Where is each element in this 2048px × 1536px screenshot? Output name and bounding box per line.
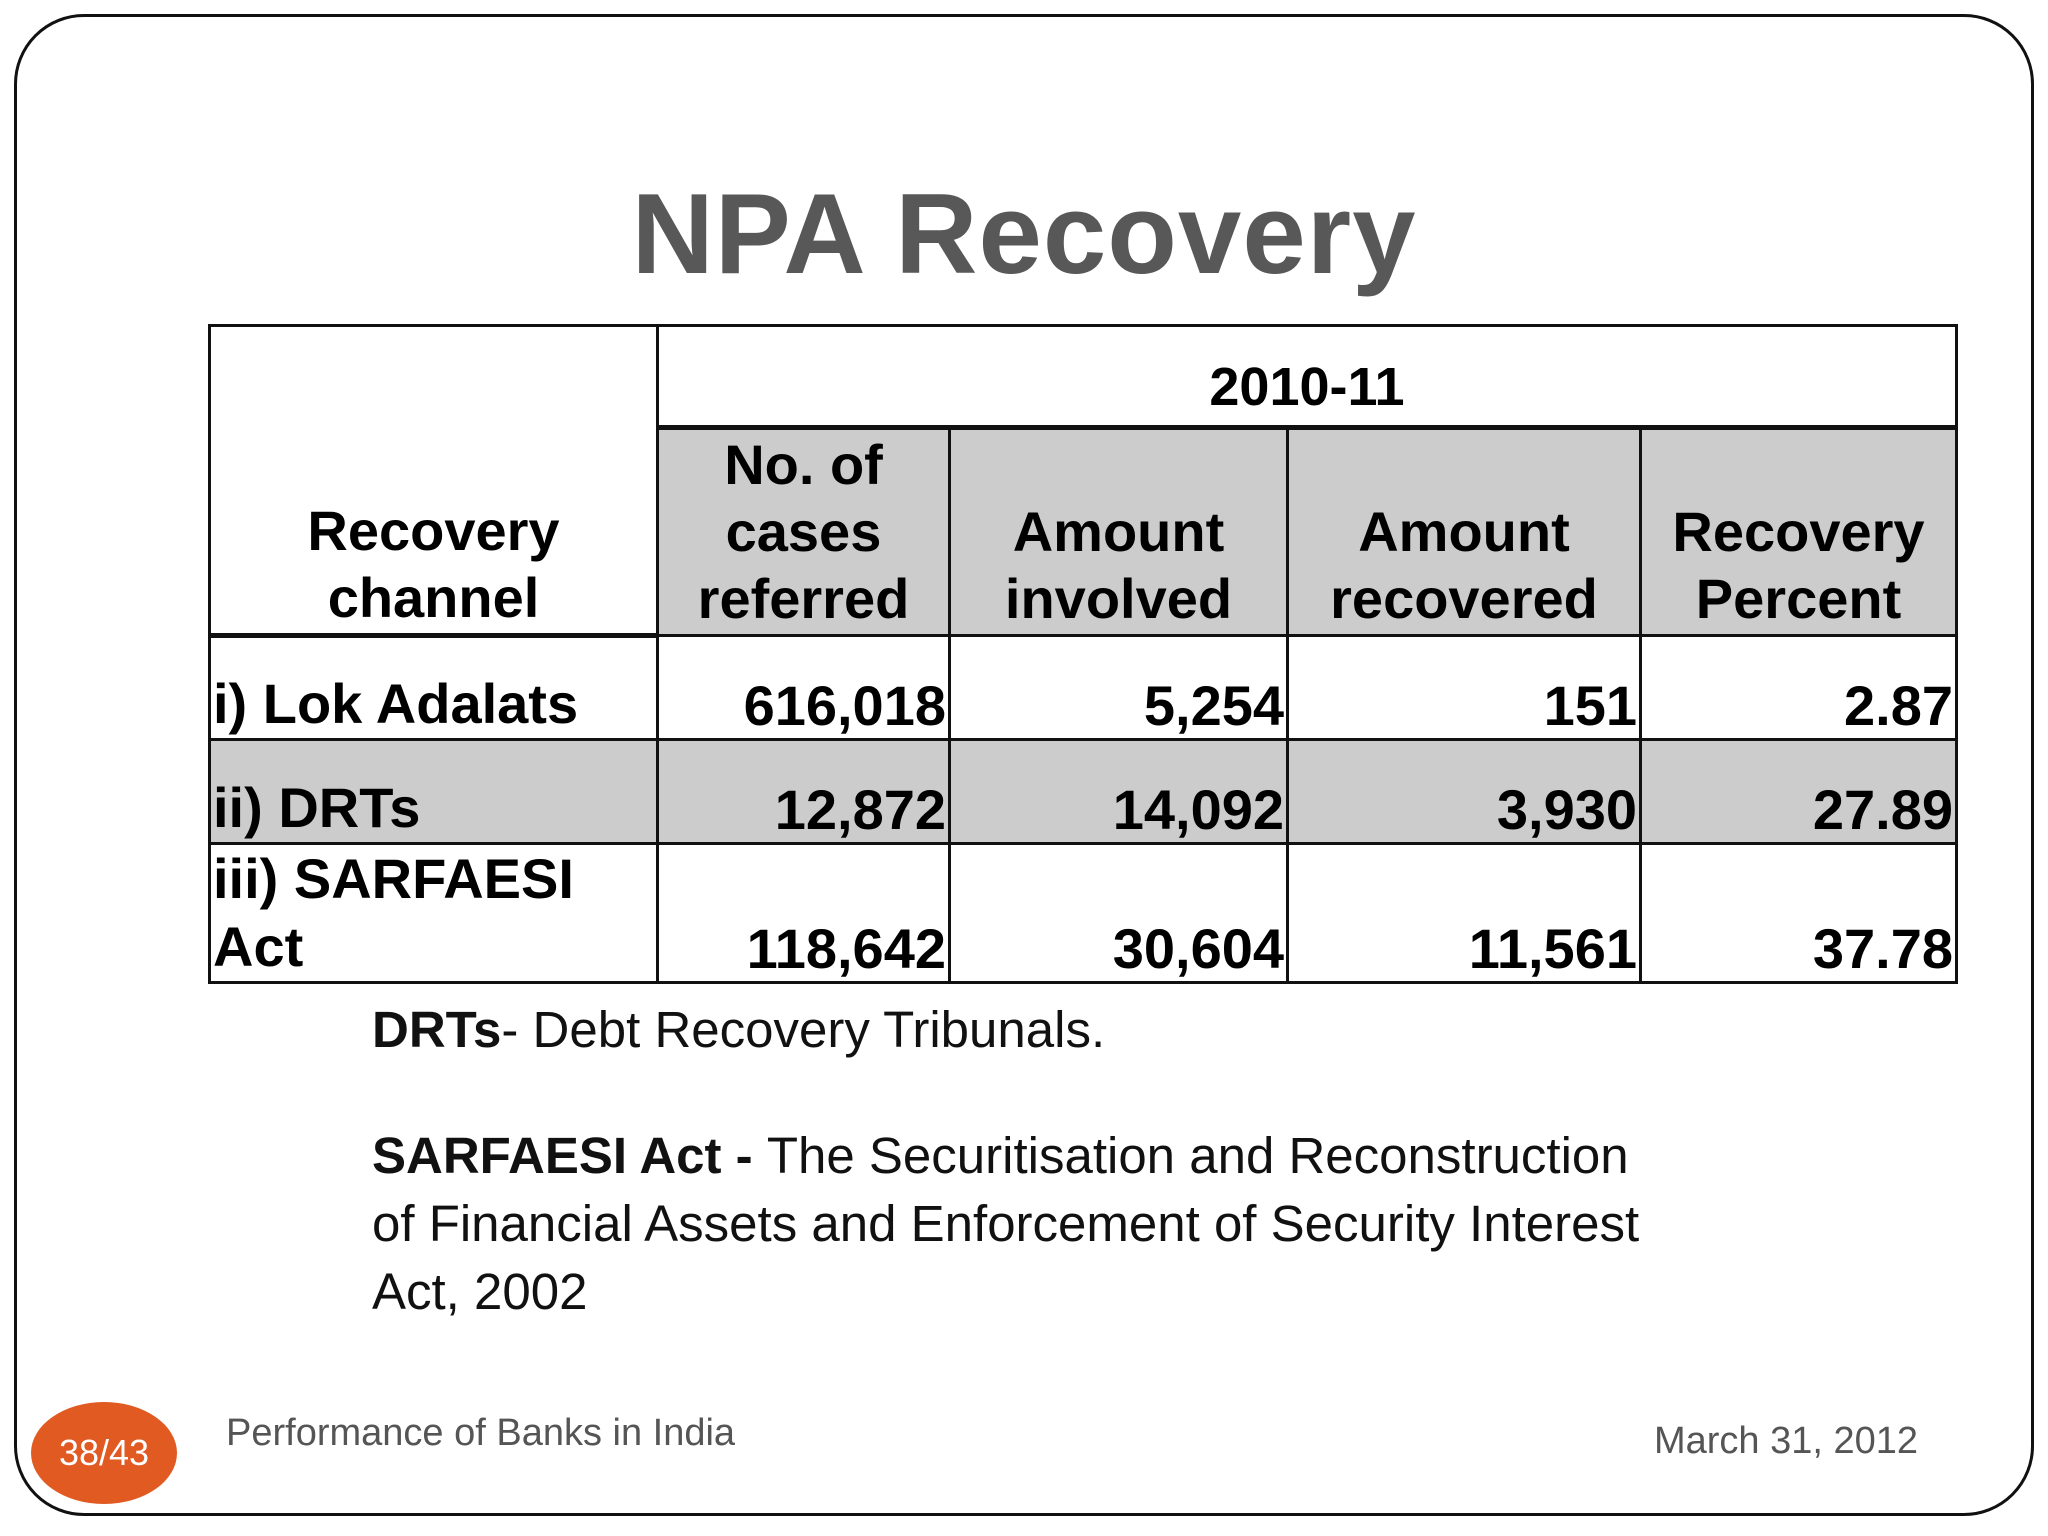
slide-title: NPA Recovery [631,171,1417,298]
table-row [210,844,1957,983]
row-label: i) Lok Adalats [210,636,658,740]
note-drt-definition: - Debt Recovery Tribunals. [501,1001,1106,1058]
cell-recovery-percent: 2.87 [1641,636,1957,740]
cell-recovery-percent: 37.78 [1641,844,1957,983]
npa-recovery-table [208,324,1958,984]
note-sarfaesi-separator: - [721,1127,767,1184]
cell-cases-referred: 616,018 [658,636,950,740]
header-cases-referred: No. of cases referred [658,428,950,636]
cell-amount-involved: 5,254 [950,636,1288,740]
footer-presentation-title: Performance of Banks in India [226,1412,736,1454]
note-drt-term: DRTs [372,1001,502,1058]
cell-amount-involved: 30,604 [950,844,1288,983]
footer-date: March 31, 2012 [1653,1420,1918,1462]
note-drt [372,996,1639,1064]
table-row [210,740,1957,844]
note-sarfaesi-line3: Act, 2002 [372,1263,588,1320]
row-label: ii) DRTs [210,740,658,844]
header-amount-recovered: Amount recovered [1288,428,1641,636]
footnotes [372,996,1639,1326]
cell-recovery-percent: 27.89 [1641,740,1957,844]
cell-amount-recovered: 11,561 [1288,844,1641,983]
note-sarfaesi [372,1122,1639,1190]
header-year: 2010-11 [658,326,1957,428]
cell-cases-referred: 118,642 [658,844,950,983]
note-sarfaesi-line2: of Financial Assets and Enforcement of Security Interest [372,1195,1640,1252]
cell-amount-recovered: 151 [1288,636,1641,740]
table-row [210,636,1957,740]
header-amount-involved: Amount involved [950,428,1288,636]
note-sarfaesi-line1: The Securitisation and Reconstruction [766,1127,1629,1184]
cell-amount-recovered: 3,930 [1288,740,1641,844]
cell-cases-referred: 12,872 [658,740,950,844]
page-number-badge: 38/43 [31,1402,177,1504]
header-recovery-channel: Recovery channel [210,326,658,636]
cell-amount-involved: 14,092 [950,740,1288,844]
note-sarfaesi-term: SARFAESI Act [372,1127,722,1184]
header-recovery-percent: Recovery Percent [1641,428,1957,636]
row-label: iii) SARFAESI Act [210,844,658,983]
